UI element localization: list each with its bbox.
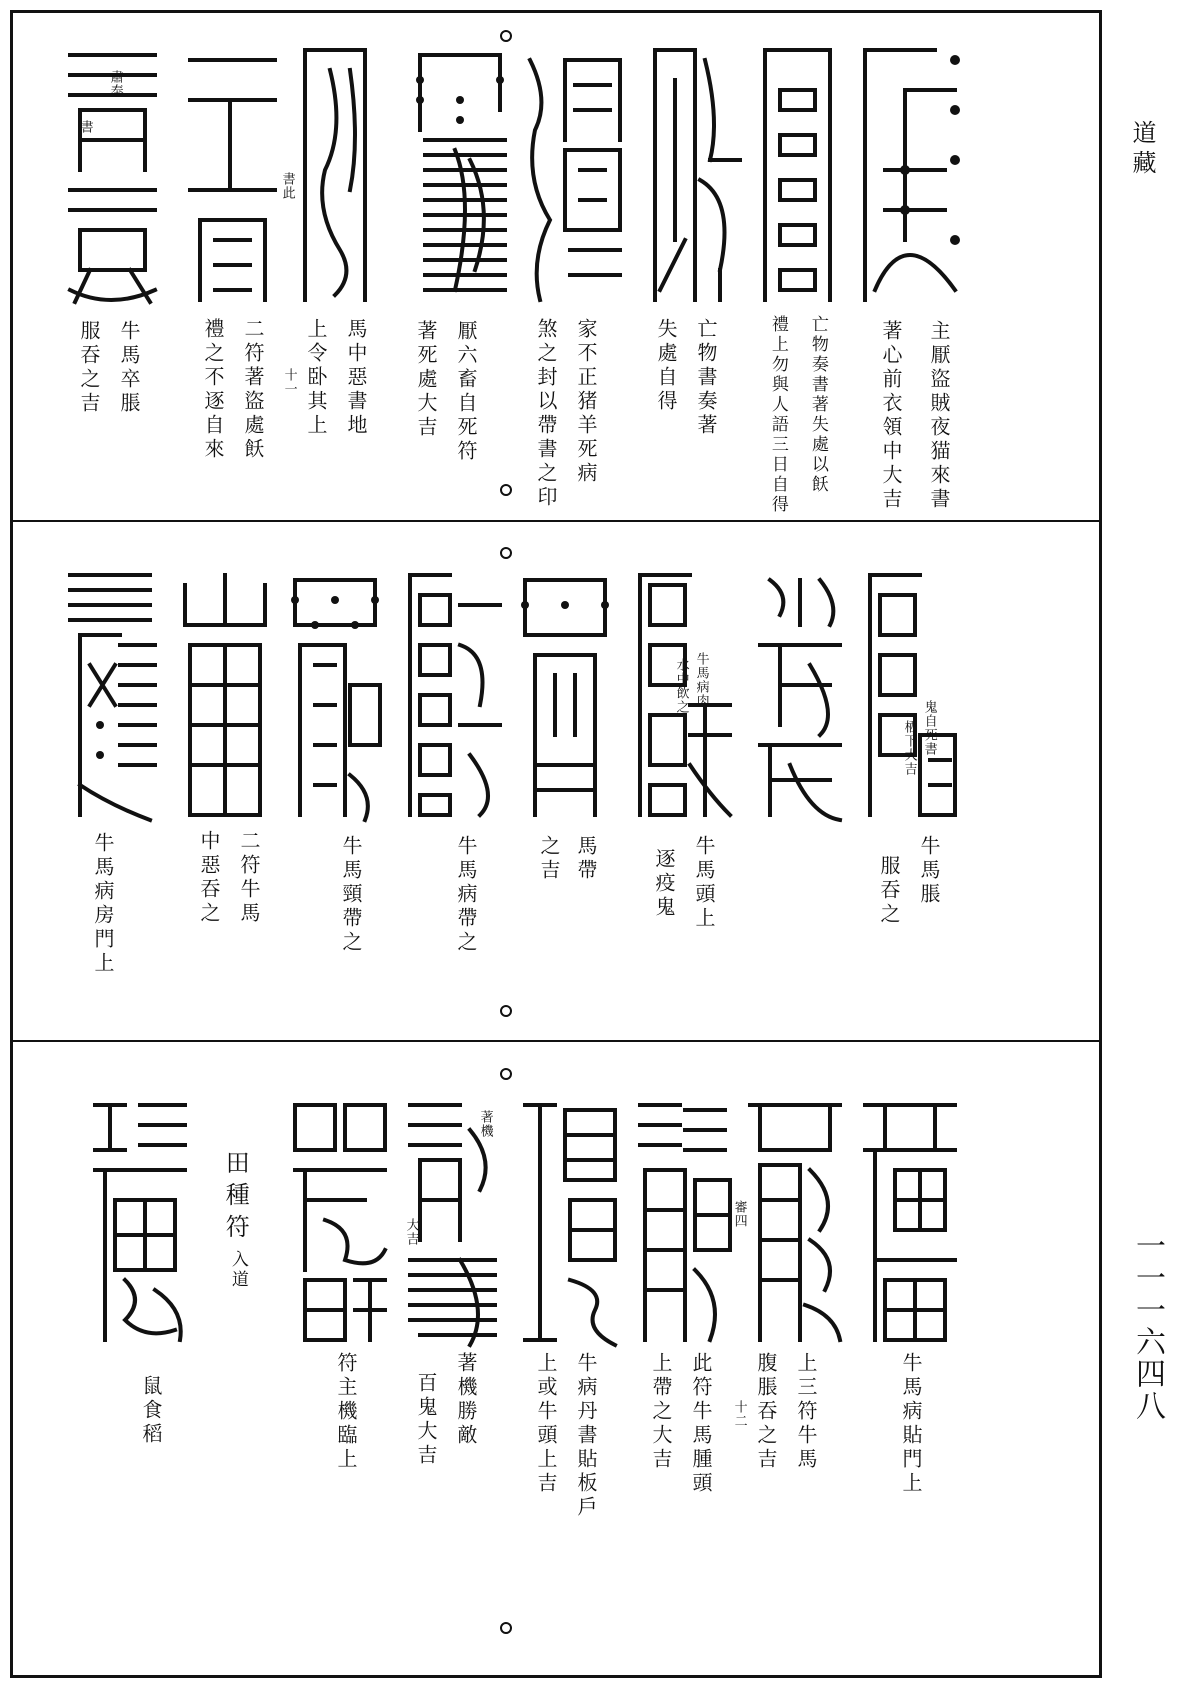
caption-line: 服吞之 [877, 855, 901, 927]
caption-line: 鼠食稻 [139, 1375, 163, 1447]
page-number: 一一一六四八 [1130, 1230, 1165, 1422]
talisman-glyph [285, 1090, 395, 1350]
binding-hole [500, 484, 512, 496]
talisman-glyph [755, 40, 840, 310]
binding-hole [500, 547, 512, 559]
caption-line: 厭六畜自死符 [454, 320, 478, 464]
caption-line: 著機勝敵 [454, 1352, 478, 1448]
caption-line: 著死處大吉 [414, 320, 438, 440]
talisman-glyph [515, 1090, 620, 1350]
caption-line: 牛馬頭上 [692, 835, 716, 931]
talisman-glyph [180, 40, 285, 310]
caption-line: 禮上勿與人語三日自得 [767, 315, 788, 515]
binding-hole [500, 1068, 512, 1080]
caption-line: 中惡吞之 [197, 830, 221, 926]
talisman-glyph [855, 1090, 965, 1350]
talisman-glyph [515, 565, 615, 825]
talisman-glyph [175, 565, 275, 825]
talisman-glyph [295, 40, 375, 310]
caption-line: 著心前衣領中大吉 [879, 320, 903, 512]
talisman-glyph [845, 40, 975, 310]
caption-line: 之吉 [537, 835, 561, 883]
inline-note: 水中飲之 [673, 658, 689, 714]
caption-line: 家不正猪羊死病 [574, 318, 598, 486]
talisman-glyph [750, 565, 850, 825]
caption-line: 腹脹吞之吉 [754, 1352, 778, 1472]
caption-line: 牛馬病貼門上 [899, 1352, 923, 1496]
caption-line: 百鬼大吉 [414, 1372, 438, 1468]
caption-line: 符主機臨上 [334, 1352, 358, 1472]
section-title-note: 入道 [227, 1250, 248, 1290]
inline-note: 著機 [477, 1110, 493, 1138]
caption-line: 上或牛頭上吉 [534, 1352, 558, 1496]
caption-line: 牛馬病房門上 [91, 832, 115, 976]
caption-line: 牛馬脹 [917, 835, 941, 907]
book-title: 道藏 [1128, 120, 1156, 180]
talisman-glyph [630, 1090, 735, 1350]
caption-line: 牛馬卒脹 [117, 320, 141, 416]
caption-line: 逐疫鬼 [652, 848, 676, 920]
binding-hole [500, 1622, 512, 1634]
caption-line: 此符牛馬腫頭 [689, 1352, 713, 1496]
caption-line: 馬帶 [574, 835, 598, 883]
caption-line: 上帶之大吉 [649, 1352, 673, 1472]
band-divider [10, 1040, 1102, 1042]
talisman-glyph [740, 1090, 850, 1350]
talisman-glyph [400, 565, 505, 825]
inline-note: 肅奉 [107, 70, 123, 98]
talisman-glyph [405, 40, 515, 310]
caption-line: 服吞之吉 [77, 320, 101, 416]
inline-note: 鬼自死書 [921, 700, 937, 756]
caption-line: 亡物書奏著 [694, 318, 718, 438]
talisman-glyph [60, 565, 160, 825]
caption-line: 上令卧其上 [304, 318, 328, 438]
talisman-glyph [640, 40, 745, 310]
caption-line: 禮之不逐自來 [201, 318, 225, 462]
talisman-glyph [860, 565, 960, 825]
inline-note: 大吉 [403, 1218, 419, 1246]
caption-line: 牛病丹書貼板戶 [574, 1352, 598, 1520]
chapter-note: 十二 [731, 1400, 747, 1428]
talisman-glyph [520, 40, 630, 310]
section-title: 田種符 [221, 1150, 250, 1246]
band-divider [10, 520, 1102, 522]
inline-note: 栖下大吉 [901, 720, 917, 776]
chapter-note: 十一 [281, 368, 297, 396]
inline-note: 審四 [731, 1200, 747, 1228]
talisman-glyph [285, 565, 385, 825]
caption-line: 牛馬頸帶之 [339, 835, 363, 955]
caption-line: 二符著盜處飫 [241, 318, 265, 462]
caption-line: 馬中惡書地 [344, 318, 368, 438]
caption-line: 主厭盜賊夜猫來書 [927, 320, 951, 512]
caption-line: 二符牛馬 [237, 830, 261, 926]
inline-note: 書此 [279, 172, 295, 200]
caption-line: 牛馬病帶之 [454, 835, 478, 955]
talisman-glyph [85, 1090, 195, 1350]
caption-line: 亡物奏書著失處以飫 [807, 315, 828, 495]
caption-line: 失處自得 [654, 318, 678, 414]
inline-note: 牛馬病肉 [693, 652, 709, 708]
inline-note: 書 [77, 120, 93, 134]
caption-line: 煞之封以帶書之印 [534, 318, 558, 510]
caption-line: 上三符牛馬 [794, 1352, 818, 1472]
binding-hole [500, 1005, 512, 1017]
